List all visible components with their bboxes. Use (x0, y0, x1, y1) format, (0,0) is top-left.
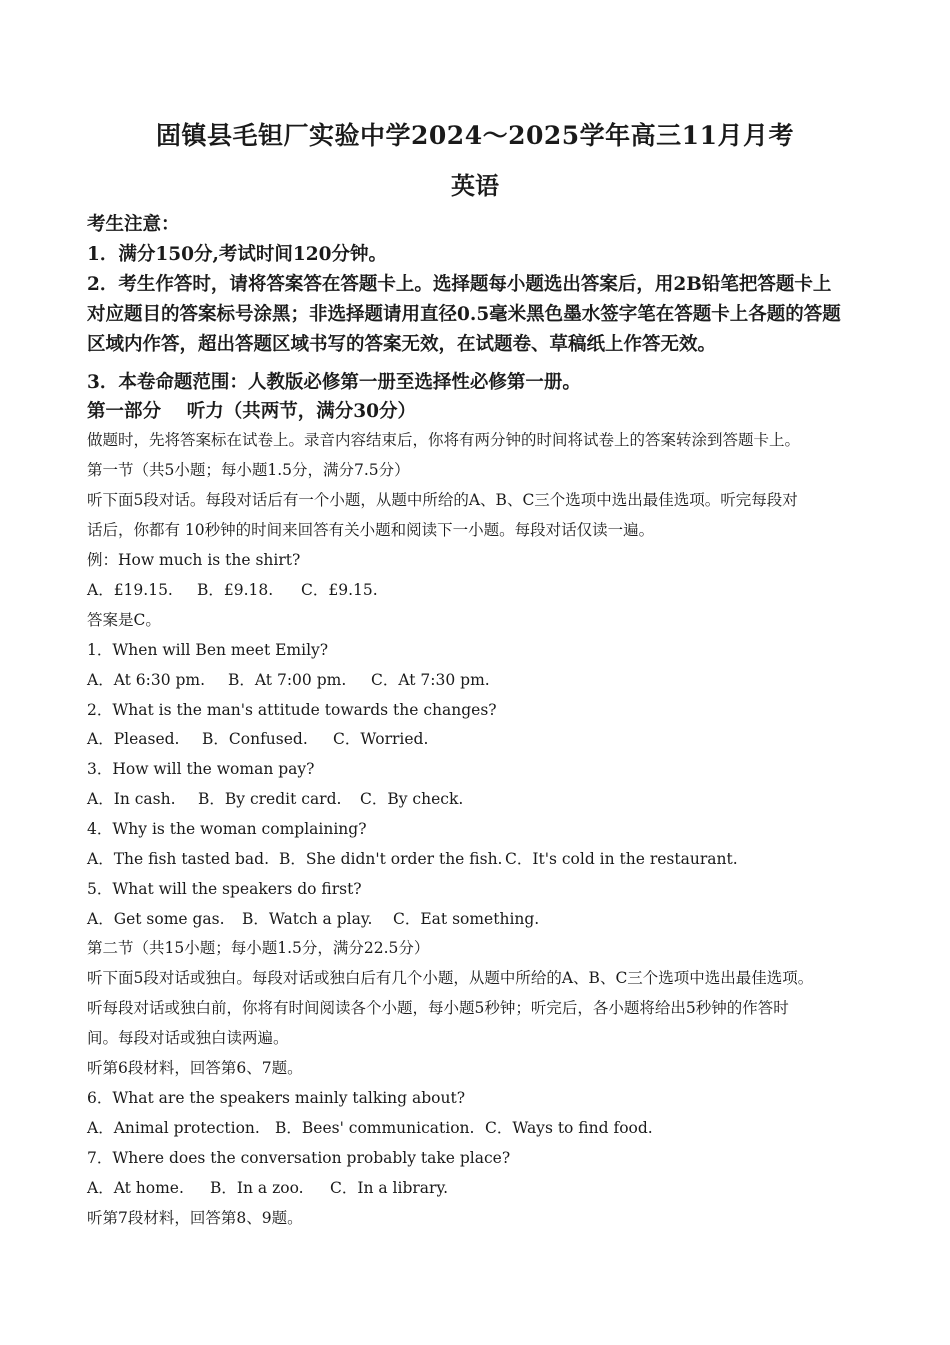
exam-title: 固镇县毛钽厂实验中学2024～2025学年高三11月月考 (156, 121, 794, 150)
option-b: B．She didn't order the fish. (279, 850, 503, 868)
option-a: A．Pleased. (87, 730, 180, 748)
question-1: 1．When will Ben meet Emily? (87, 641, 329, 659)
notice-item-2-line-2: 对应题目的答案标号涂黑；非选择题请用直径0.5毫米黑色墨水签字笔在答题卡上各题的答题 (87, 304, 841, 325)
section2-instruction-line-3: 间。每段对话或独白读两遍。 (87, 1029, 289, 1047)
option-c: C．£9.15. (301, 581, 378, 599)
notice-item-3: 3．本卷命题范围：人教版必修第一册至选择性必修第一册。 (87, 372, 581, 393)
option-a: A．Get some gas. (87, 910, 225, 928)
option-b: B．In a zoo. (210, 1179, 304, 1197)
option-c: C．By check. (360, 790, 464, 808)
question-7: 7．Where does the conversation probably take place? (87, 1149, 511, 1167)
option-c: C．It's cold in the restaurant. (505, 850, 738, 868)
option-a: A．At 6:30 pm. (87, 671, 206, 689)
question-2-options (87, 727, 428, 749)
question-6-options (87, 1116, 653, 1138)
option-b: B．By credit card. (198, 790, 342, 808)
notice-item-1: 1．满分150分,考试时间120分钟。 (87, 244, 388, 265)
example-question: 例：How much is the shirt? (87, 551, 301, 569)
section2-heading: 第二节（共15小题；每小题1.5分，满分22.5分） (87, 939, 430, 957)
question-6: 6．What are the speakers mainly talking about? (87, 1089, 466, 1107)
part1-heading: 第一部分 听力（共两节，满分30分） (87, 401, 417, 422)
option-b: B．Confused. (202, 730, 308, 748)
section2-instruction-line-2: 听每段对话或独白前，你将有时间阅读各个小题，每小题5秒钟；听完后，各小题将给出5秒钟的作答时 (87, 999, 789, 1017)
question-5: 5．What will the speakers do first? (87, 880, 362, 898)
question-4-options (87, 847, 738, 869)
material-6-heading: 听第6段材料，回答第6、7题。 (87, 1059, 303, 1077)
question-2: 2．What is the man's attitude towards the changes? (87, 701, 497, 719)
option-c: C．Eat something. (393, 910, 540, 928)
option-c: C．In a library. (330, 1179, 449, 1197)
notice-item-2-line-1: 2．考生作答时，请将答案答在答题卡上。选择题每小题选出答案后，用2B铅笔把答题卡上 (87, 274, 832, 295)
example-options (87, 578, 378, 600)
question-3: 3．How will the woman pay? (87, 760, 315, 778)
option-b: B．Watch a play. (242, 910, 373, 928)
question-1-options (87, 668, 490, 690)
question-7-options (87, 1176, 448, 1198)
question-5-options (87, 907, 539, 929)
option-a: A．Animal protection. (87, 1119, 260, 1137)
part1-instruction: 做题时，先将答案标在试卷上。录音内容结束后，你将有两分钟的时间将试卷上的答案转涂到答题卡上。 (87, 431, 801, 449)
option-c: C．Ways to find food. (485, 1119, 653, 1137)
option-a: A．The fish tasted bad. (87, 850, 270, 868)
option-a: A．At home. (87, 1179, 184, 1197)
option-c: C．Worried. (333, 730, 429, 748)
section1-instruction-line-1: 听下面5段对话。每段对话后有一个小题，从题中所给的A、B、C三个选项中选出最佳选项。听完每段对 (87, 491, 798, 509)
example-answer: 答案是C。 (87, 611, 161, 629)
option-b: B．At 7:00 pm. (228, 671, 347, 689)
notice-item-2-line-3: 区域内作答，超出答题区域书写的答案无效，在试题卷、草稿纸上作答无效。 (87, 334, 717, 355)
subject-title: 英语 (451, 171, 499, 200)
section1-instruction-line-2: 话后，你都有 10秒钟的时间来回答有关小题和阅读下一小题。每段对话仅读一遍。 (87, 521, 655, 539)
material-7-heading: 听第7段材料，回答第8、9题。 (87, 1209, 303, 1227)
question-4: 4．Why is the woman complaining? (87, 820, 367, 838)
option-c: C．At 7:30 pm. (371, 671, 490, 689)
option-b: B．£9.18. (197, 581, 274, 599)
question-3-options (87, 787, 463, 809)
notice-heading: 考生注意： (87, 214, 180, 235)
section1-heading: 第一节（共5小题；每小题1.5分，满分7.5分） (87, 461, 410, 479)
option-b: B．Bees' communication. (275, 1119, 475, 1137)
option-a: A．£19.15. (87, 581, 173, 599)
option-a: A．In cash. (87, 790, 176, 808)
section2-instruction-line-1: 听下面5段对话或独白。每段对话或独白后有几个小题，从题中所给的A、B、C三个选项中选出最佳选项。 (87, 969, 814, 987)
